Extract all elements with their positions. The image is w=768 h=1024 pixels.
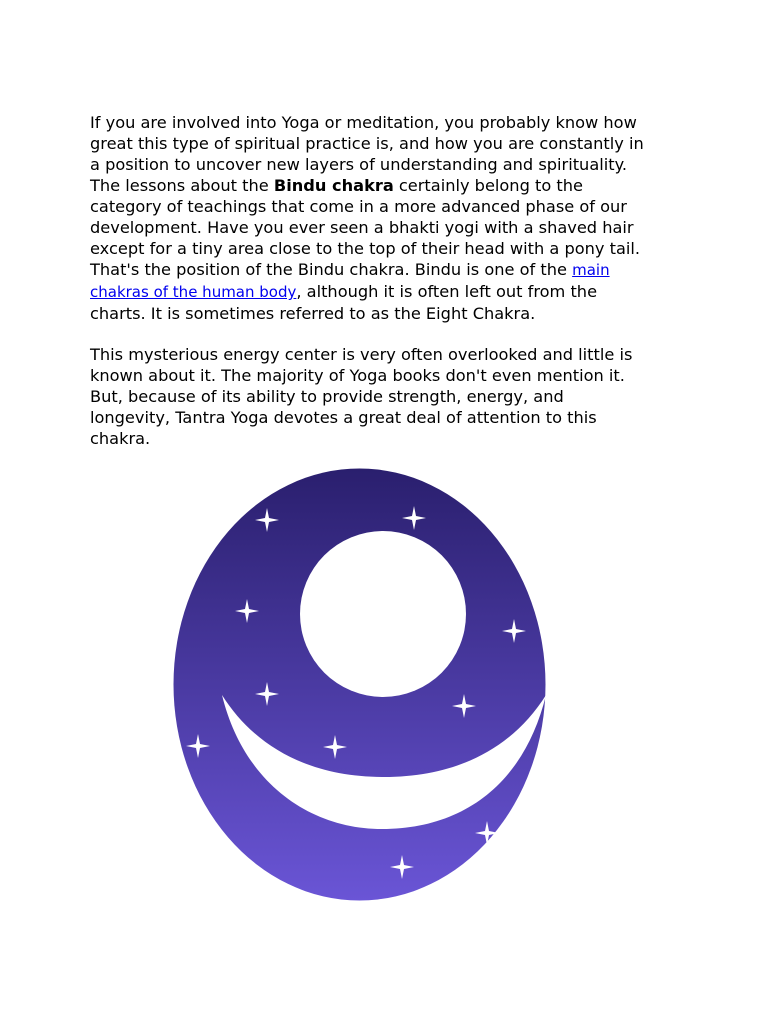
text-segment: That's the position of the Bindu chakra. Bindu is one of the — [90, 260, 573, 279]
bindu-chakra-icon — [172, 467, 547, 902]
bindu-chakra-bold: Bindu chakra — [273, 176, 394, 195]
text-line: development. Have you ever seen a bhakti yogi with a shaved hair — [90, 218, 634, 237]
text-line: charts. It is sometimes referred to as the Eight Chakra. — [90, 304, 536, 323]
text-line: longevity, Tantra Yoga devotes a great deal of attention to this — [90, 408, 597, 427]
text-line: except for a tiny area close to the top of their head with a pony tail. — [90, 239, 641, 258]
main-chakras-link[interactable]: main — [572, 261, 610, 279]
text-line: chakra. — [90, 429, 151, 448]
text-line — [90, 175, 690, 196]
text-line: great this type of spiritual practice is, and how you are constantly in — [90, 134, 644, 153]
text-line — [90, 281, 690, 303]
text-line: This mysterious energy center is very often overlooked and little is — [90, 345, 633, 364]
text-line: known about it. The majority of Yoga books don't even mention it. — [90, 366, 625, 385]
text-line: a position to uncover new layers of understanding and spirituality. — [90, 155, 627, 174]
paragraph-mystery — [90, 344, 690, 449]
text-line: If you are involved into Yoga or meditation, you probably know how — [90, 113, 637, 132]
paragraph-intro — [90, 112, 690, 324]
text-segment: certainly belong to the — [393, 176, 583, 195]
bindu-chakra-symbol — [172, 467, 547, 902]
text-segment: The lessons about the — [90, 176, 274, 195]
bindu-circle — [300, 531, 466, 697]
article-body — [90, 112, 690, 469]
text-line — [90, 259, 690, 281]
text-line: But, because of its ability to provide strength, energy, and — [90, 387, 564, 406]
text-line: category of teachings that come in a more advanced phase of our — [90, 197, 627, 216]
main-chakras-link-continued[interactable]: chakras of the human body — [90, 283, 297, 301]
text-segment: , although it is often left out from the — [296, 282, 598, 301]
